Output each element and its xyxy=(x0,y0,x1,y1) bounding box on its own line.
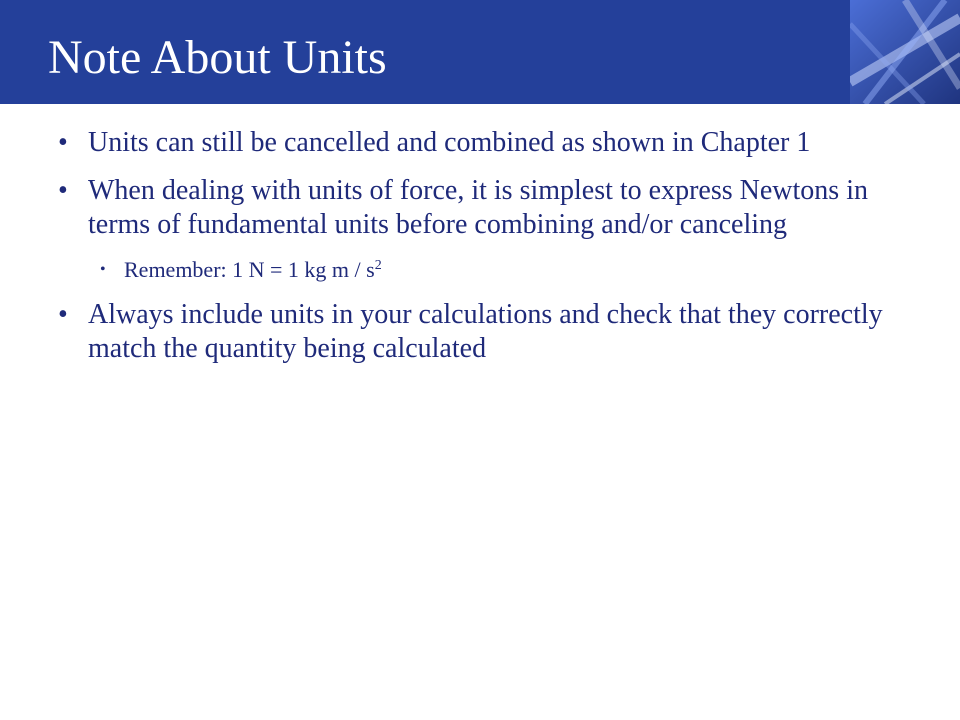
bullet-text: Always include units in your calculations and check that they correctly match the quantity being calculated xyxy=(88,299,883,364)
glow-lines-icon xyxy=(850,0,960,104)
bullet-dot-icon: • xyxy=(58,299,68,330)
bullet-dot-icon: • xyxy=(58,127,68,158)
bullet-text: Units can still be cancelled and combined as shown in Chapter 1 xyxy=(88,127,811,158)
list-item xyxy=(58,174,903,242)
sub-bullet-dot-icon: • xyxy=(100,261,106,278)
sub-bullet-text xyxy=(124,256,884,284)
sub-list-item xyxy=(100,256,903,284)
list-item xyxy=(58,126,903,160)
bullet-list xyxy=(58,126,903,380)
sub-bullet-prefix: Remember: 1 N = 1 kg m / s xyxy=(124,257,375,282)
sub-bullet-exponent: 2 xyxy=(374,258,382,273)
bullet-text: When dealing with units of force, it is simplest to express Newtons in terms of fundamental units before combining and/or canceling xyxy=(88,175,868,240)
bullet-dot-icon: • xyxy=(58,175,68,206)
slide-title: Note About Units xyxy=(48,31,387,84)
list-item xyxy=(58,298,903,366)
